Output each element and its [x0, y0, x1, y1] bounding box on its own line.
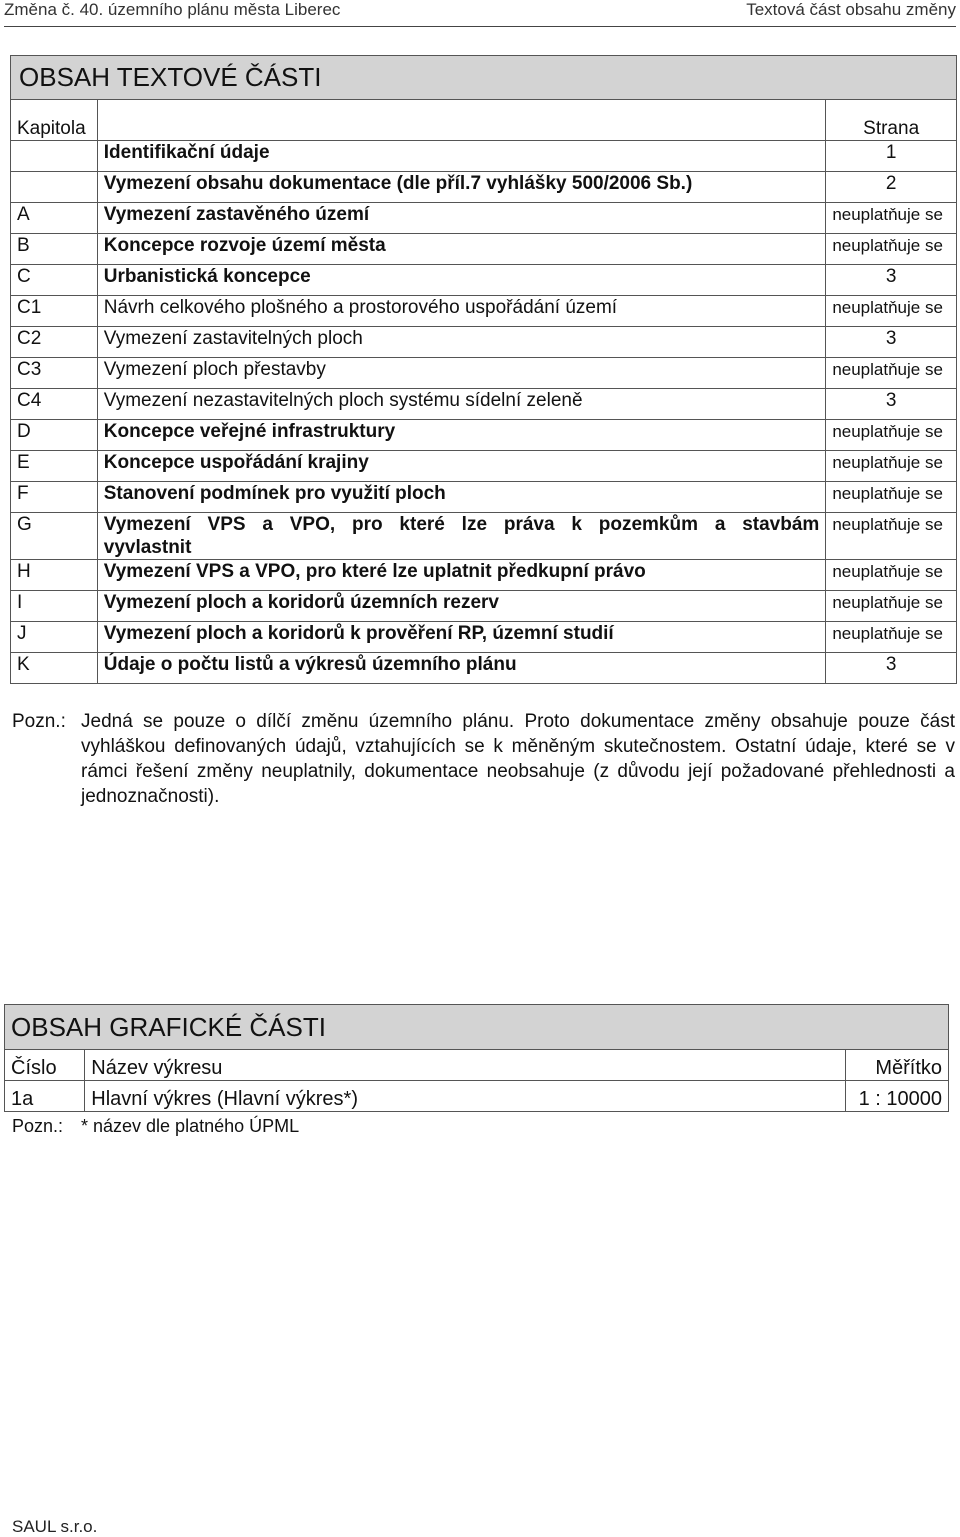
toc-code: [11, 141, 98, 172]
toc-row: [11, 141, 957, 172]
toc-page: neuplatňuje se: [826, 513, 957, 560]
toc-code: C3: [11, 358, 98, 389]
toc-code: C: [11, 265, 98, 296]
toc-page: neuplatňuje se: [826, 420, 957, 451]
toc-page: 1: [826, 141, 957, 172]
toc-name: Stanovení podmínek pro využití ploch: [97, 482, 826, 513]
toc-code: C4: [11, 389, 98, 420]
toc-name: Vymezení zastavitelných ploch: [97, 327, 826, 358]
toc-row: [11, 513, 957, 560]
toc-name: Vymezení ploch a koridorů k prověření RP, územní studií: [97, 622, 826, 653]
document-section: Textová část obsahu změny: [746, 0, 956, 19]
note-label: Pozn.:: [12, 711, 66, 732]
note-text: Jedná se pouze o dílčí změnu územního plánu. Proto dokumentace změny obsahuje pouze část vyhláškou definovaných údajů, vztahujících se k měněným skutečnostem. Ostatní údaje, které se v rámci řešení změny neuplatnily, dokumentace neobsahuje (z důvodu její požadované přehlednosti a jednoznačnosti).: [81, 711, 955, 807]
toc-row: [11, 172, 957, 203]
document-title: Změna č. 40. územního plánu města Liberec: [4, 0, 341, 19]
toc-row: [11, 358, 957, 389]
toc-code: I: [11, 591, 98, 622]
header-divider: [4, 26, 956, 27]
toc-name: Koncepce uspořádání krajiny: [97, 451, 826, 482]
toc-row: [11, 234, 957, 265]
toc-row: [11, 327, 957, 358]
toc-code: J: [11, 622, 98, 653]
toc-code: K: [11, 653, 98, 684]
scale-column-header: Měřítko: [846, 1050, 949, 1081]
toc-name: Údaje o počtu listů a výkresů územního plánu: [97, 653, 826, 684]
toc-page: neuplatňuje se: [826, 296, 957, 327]
toc-page: neuplatňuje se: [826, 451, 957, 482]
toc-name-cell: [97, 513, 826, 560]
note-label: Pozn.:: [12, 1116, 64, 1136]
toc-page: 3: [826, 389, 957, 420]
toc-code: D: [11, 420, 98, 451]
toc-code: C2: [11, 327, 98, 358]
number-column-header: Číslo: [5, 1050, 85, 1081]
toc-row: [11, 591, 957, 622]
text-contents-title: OBSAH TEXTOVÉ ČÁSTI: [11, 56, 957, 100]
toc-row: [11, 622, 957, 653]
drawing-number: 1a: [5, 1081, 85, 1112]
toc-name: Vymezení ploch a koridorů územních rezerv: [97, 591, 826, 622]
toc-row: [11, 653, 957, 684]
text-contents-header-row: [11, 100, 957, 141]
toc-page: 2: [826, 172, 957, 203]
toc-name-continuation: vyvlastnit: [103, 537, 192, 558]
toc-name: Urbanistická koncepce: [97, 265, 826, 296]
graphic-contents-title-row: [5, 1005, 949, 1050]
page-column-header: Strana: [826, 100, 957, 141]
toc-code: H: [11, 560, 98, 591]
page-header: [0, 0, 960, 30]
name-column-header: [97, 100, 826, 141]
toc-code: A: [11, 203, 98, 234]
toc-name: Koncepce rozvoje území města: [97, 234, 826, 265]
toc-name: Identifikační údaje: [97, 141, 826, 172]
toc-code: C1: [11, 296, 98, 327]
toc-row: [11, 265, 957, 296]
toc-code: E: [11, 451, 98, 482]
toc-name: Vymezení VPS a VPO, pro které lze práva k pozemkům a stavbám: [103, 514, 820, 535]
toc-name: Koncepce veřejné infrastruktury: [97, 420, 826, 451]
toc-code: [11, 172, 98, 203]
note-text: * název dle platného ÚPML: [81, 1116, 300, 1136]
toc-row: [11, 482, 957, 513]
toc-page: 3: [826, 327, 957, 358]
text-contents-table: [10, 55, 957, 684]
toc-page: 3: [826, 653, 957, 684]
toc-code: F: [11, 482, 98, 513]
toc-row: [11, 389, 957, 420]
toc-page: neuplatňuje se: [826, 560, 957, 591]
toc-name: Vymezení nezastavitelných ploch systému sídelní zeleně: [97, 389, 826, 420]
toc-row: [11, 203, 957, 234]
drawing-name: Hlavní výkres (Hlavní výkres*): [85, 1081, 846, 1112]
toc-name: Vymezení zastavěného území: [97, 203, 826, 234]
chapter-column-header: Kapitola: [11, 100, 98, 141]
toc-page: neuplatňuje se: [826, 358, 957, 389]
drawing-scale: 1 : 10000: [846, 1081, 949, 1112]
drawing-name-column-header: Název výkresu: [85, 1050, 846, 1081]
toc-page: neuplatňuje se: [826, 482, 957, 513]
text-contents-title-row: [11, 56, 957, 100]
toc-row: [11, 296, 957, 327]
page-footer: SAUL s.r.o.: [12, 1517, 98, 1536]
drawing-row: [5, 1081, 949, 1112]
toc-name: Návrh celkového plošného a prostorového uspořádání území: [97, 296, 826, 327]
toc-page: 3: [826, 265, 957, 296]
toc-page: neuplatňuje se: [826, 622, 957, 653]
toc-name: Vymezení ploch přestavby: [97, 358, 826, 389]
toc-page: neuplatňuje se: [826, 591, 957, 622]
graphic-contents-table: [4, 1004, 949, 1112]
toc-page: neuplatňuje se: [826, 203, 957, 234]
toc-page: neuplatňuje se: [826, 234, 957, 265]
graphic-contents-header-row: [5, 1050, 949, 1081]
toc-row: [11, 451, 957, 482]
toc-row: [11, 560, 957, 591]
toc-code: B: [11, 234, 98, 265]
graphic-contents-title: OBSAH GRAFICKÉ ČÁSTI: [5, 1005, 949, 1050]
toc-name: Vymezení VPS a VPO, pro které lze uplatnit předkupní právo: [97, 560, 826, 591]
toc-row: [11, 420, 957, 451]
toc-code: G: [11, 513, 98, 560]
toc-name: Vymezení obsahu dokumentace (dle příl.7 vyhlášky 500/2006 Sb.): [97, 172, 826, 203]
